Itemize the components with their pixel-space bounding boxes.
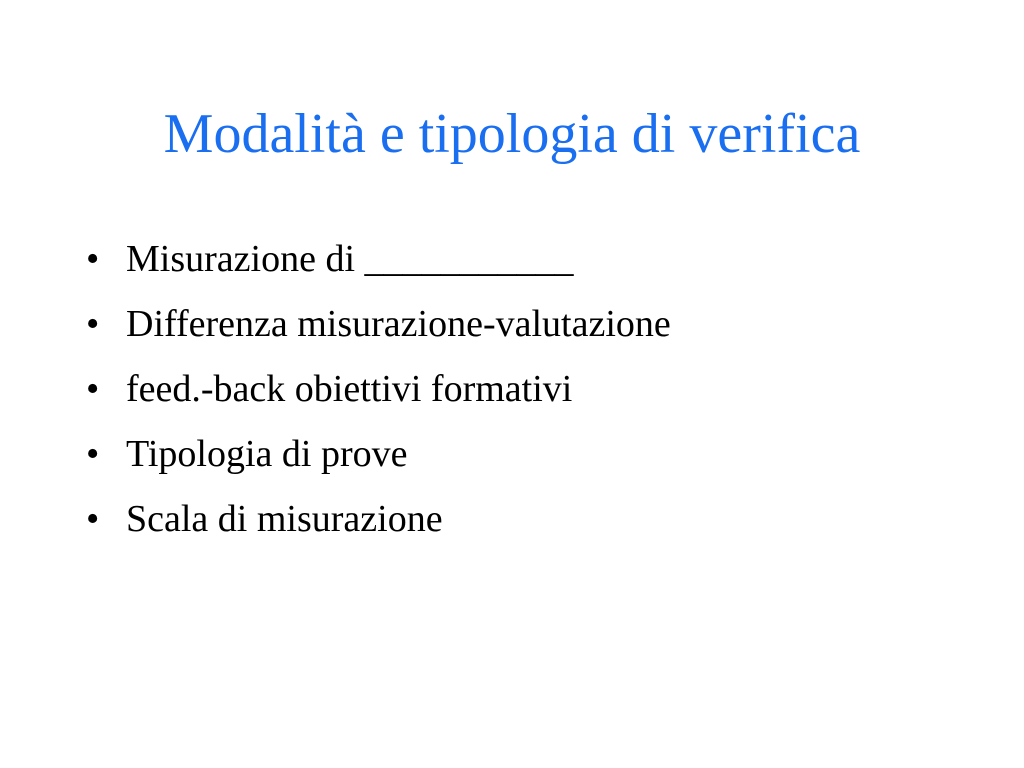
bullet-item [86,492,986,557]
bullet-text: Scala di misurazione [126,498,443,540]
bullet-text: feed.-back obiettivi formativi [126,368,573,410]
bullet-dot-icon: • [86,433,100,475]
bullet-item [86,427,986,492]
bullet-dot-icon: • [86,498,100,540]
bullet-list [86,232,986,557]
slide-title: Modalità e tipologia di verifica [163,103,861,165]
bullet-dot-icon: • [86,368,100,410]
bullet-text: Differenza misurazione-valutazione [126,303,671,345]
bullet-item [86,297,986,362]
bullet-item [86,362,986,427]
bullet-item [86,232,986,297]
bullet-text: Misurazione di ___________ [126,238,574,280]
bullet-dot-icon: • [86,238,100,280]
bullet-dot-icon: • [86,303,100,345]
bullet-text: Tipologia di prove [126,433,408,475]
